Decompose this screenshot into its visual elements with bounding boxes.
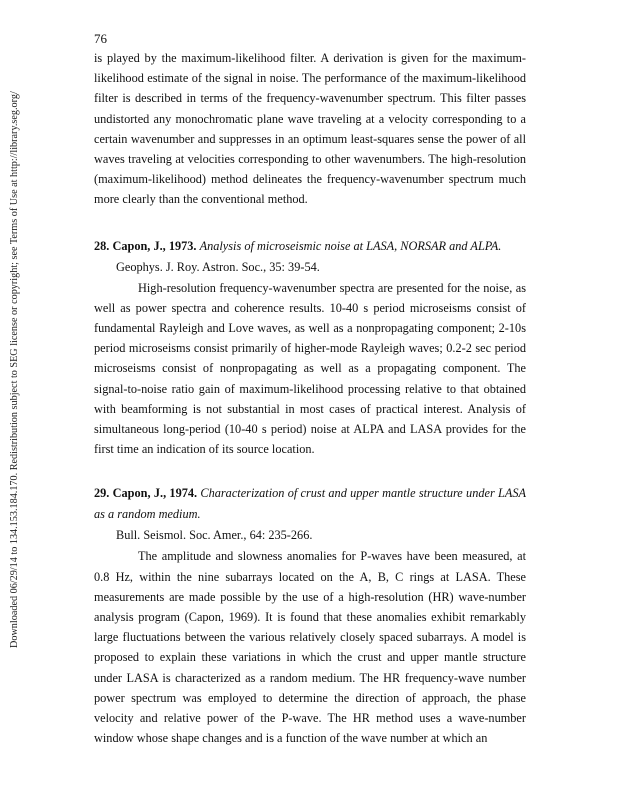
entry-journal: Geophys. J. Roy. Astron. Soc., 35: 39-54. bbox=[116, 259, 320, 274]
entry-abstract: High-resolution frequency-wavenumber spectra are presented for the noise, as well as power spectra and coherence results. 10-40 s period microseisms consist of fundamental Rayleigh and Love waves, as well as a nonpropagating component; 2-10s period microseisms consist primarily of higher-mode Rayleigh waves; 0.2-2 sec period microseisms consist of nonpropagating as well as a propagating component. The signal-to-noise ratio gain of maximum-likelihood processing relative to that obtained with beamforming is not substantial in most cases of practical interest. Analysis of simultaneous long-period (10-40 s period) noise at ALPA and LASA provides for the first time an indication of its source location. bbox=[94, 280, 526, 457]
download-notice: Downloaded 06/29/14 to 134.153.184.170. Redistribution subject to SEG license or copyright; see Terms of Use at http://library.seg.org/ bbox=[9, 91, 20, 648]
entry-title: Analysis of microseismic noise at LASA, NORSAR and ALPA. bbox=[199, 238, 502, 253]
entry-author-year: Capon, J., 1973. bbox=[112, 238, 197, 253]
bibliography-entry-29 bbox=[94, 483, 526, 748]
entry-journal: Bull. Seismol. Soc. Amer., 64: 235-266. bbox=[116, 528, 313, 543]
citation bbox=[94, 236, 526, 278]
entry-abstract: The amplitude and slowness anomalies for P-waves have been measured, at 0.8 Hz, within the nine subarrays located on the A, B, C rings at LASA. These measurements are made possible by the use of a high-resolution (HR) wave-number analysis program (Capon, 1969). It is found that these anomalies exhibit remarkably large fluctuations between the various relatively closely spaced subarrays. A model is proposed to explain these variations in which the crust and upper mantle structure under LASA is characterized as a random medium. The HR frequency-wave number power spectrum was employed to determine the direction of approach, the phase velocity and relative power of the P-wave. The HR method uses a wave-number window whose shape changes and is a function of the wave number at which an bbox=[94, 549, 526, 746]
citation bbox=[94, 483, 526, 546]
intro-paragraph: is played by the maximum-likelihood filter. A derivation is given for the maximum-likelihood estimate of the signal in noise. The performance of the maximum-likelihood filter is described in terms of the frequency-wavenumber spectrum. This filter passes undistorted any monochromatic plane wave traveling at a velocity corresponding to a certain wavenumber and suppresses in an optimum least-squares sense the power of all waves traveling at velocities corresponding to other wavenumbers. The high-resolution (maximum-likelihood) method delineates the frequency-wavenumber spectrum much more clearly than the conventional method. bbox=[94, 51, 526, 207]
entry-author-year: Capon, J., 1974. bbox=[112, 486, 198, 501]
page-number: 76 bbox=[94, 31, 107, 46]
bibliography-entry-28 bbox=[94, 236, 526, 460]
entry-number: 28. bbox=[94, 238, 110, 253]
page-body bbox=[94, 48, 526, 772]
entry-title: Characterization of crust and upper mantle structure under LASA as a random medium. bbox=[94, 486, 527, 522]
entry-number: 29. bbox=[94, 486, 110, 501]
